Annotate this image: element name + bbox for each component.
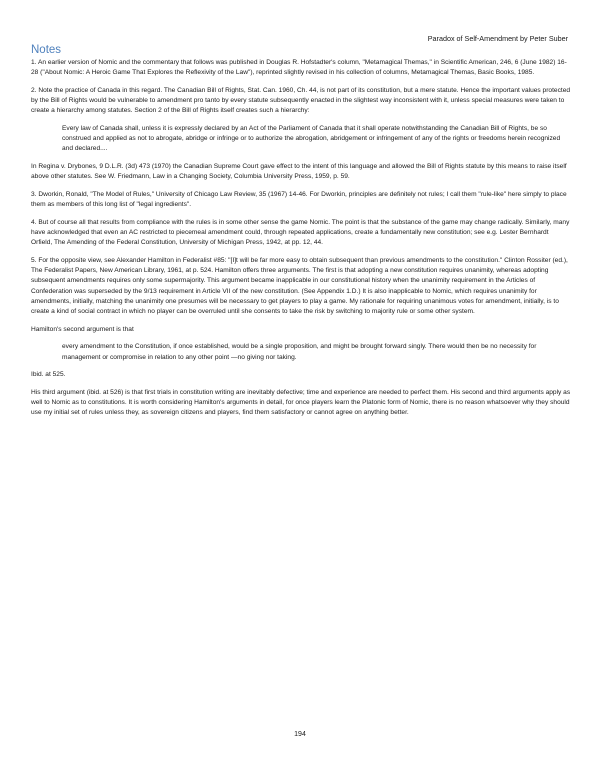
note-2-continued: In Regina v. Drybones, 9 D.L.R. (3d) 473 (1970) the Canadian Supreme Court gave effect to the intent of this language and allowed the Bill of Rights statute by this means to raise itself above other statutes. See W. Friedmann, Law in a Changing Society, Columbia University Press, 1959, p. 59.	[31, 163, 567, 181]
note-2: 2. Note the practice of Canada in this regard. The Canadian Bill of Rights, Stat. Can. 1960, Ch. 44, is not part of its constitution, but a mere statute. Hence the important values protected by the Bill of Rights would be vulnerable to amendment pro tanto by every statute subsequently enacted in the slightest way inconsistent with it, unless special measures were taken to create a hierarchy among statutes. Section 2 of the Bill of Rights itself creates such a hierarchy:	[31, 86, 571, 115]
block-quote-bill-of-rights: Every law of Canada shall, unless it is expressly declared by an Act of the Parliament of Canada that it shall operate notwithstanding the Canadian Bill of Rights, be so construed and applied as not to abrogate, abridge or infringe or to authorize the abrogation, abridgement or infringement of any of the rights or freedoms herein recognized and declared....	[62, 125, 561, 153]
block-quote-hamilton: every amendment to the Constitution, if once established, would be a single proposition, and might be brought forward singly. There would then be no necessity for management or compromise in relation to any other point —no giving nor taking.	[62, 343, 537, 361]
note-4: 4. But of course all that results from compliance with the rules is in some other sense the game Nomic. The point is that the substance of the game may change radically. Similarly, many have acknowledged that even an AC restricted to piecemeal amendment could, through repeated applications, create a fundamentally new constitution; see e.g. Lester Bernhardt Orfield, The Amending of the Federal Constitution, University of Michigan Press, 1942, at pp. 12, 44.	[31, 218, 570, 247]
page-content	[31, 44, 571, 426]
note-1: 1. An earlier version of Nomic and the commentary that follows was published in Douglas R. Hofstadter's column, "Metamagical Themas," in Scientific American, 246, 6 (June 1982) 16-28 ("About Nomic: A Heroic Game That Explores the Reflexivity of the Law"), reprinted slightly revised in his collection of columns, Metamagical Themas, Basic Books, 1985.	[31, 59, 567, 77]
note-5-continued: Hamilton's second argument is that	[31, 325, 134, 333]
note-3: 3. Dworkin, Ronald, "The Model of Rules," University of Chicago Law Review, 35 (1967) 14-46. For Dworkin, principles are definitely not rules; I call them "rule-like" here simply to place them as members of this long list of "legal ingredients".	[31, 191, 567, 209]
section-title: Notes	[31, 44, 62, 56]
running-header: Paradox of Self-Amendment by Peter Suber	[427, 34, 568, 43]
page-number: 194	[294, 731, 306, 738]
citation-ibid: Ibid. at 525.	[31, 371, 66, 379]
note-5: 5. For the opposite view, see Alexander Hamilton in Federalist #85: "[I]t will be far more easy to obtain subsequent than previous amendments to the constitution." Clinton Rossiter (ed.), The Federalist Papers, New American Library, 1961, at p. 524. Hamilton offers three arguments. The first is that adopting a new constitution requires unanimity, whereas adopting subsequent amendments requires only some supermajority. This argument became inapplicable in our constitutional history when the unanimity requirement in the Articles of Confederation was superseded by the 9/13 requirement in Article VII of the new constitution. (See Appendix 1.D.) It is also inapplicable to Nomic, which requires unanimity for amendments, initially, matching the unanimity one presumes will be necessary to get players to play a game. My rationale for requiring unanimous votes for amendment, initially, is to create a kind of social contract in which no player can be overruled until she consents to take the risk by switching to majority rule or some other system.	[31, 257, 568, 316]
note-5-final: His third argument (ibid. at 526) is that first trials in constitution writing are inevitably defective; time and experience are needed to perfect them. His second and third arguments apply as well to Nomic as to constitutions. It is worth considering Hamilton's arguments in detail, for once players learn the Platonic form of Nomic, there is no reason whatsoever why they should use my initial set of rules unless they, as sovereign citizens and players, find them satisfactory or cannot agree on anything better.	[31, 389, 571, 417]
